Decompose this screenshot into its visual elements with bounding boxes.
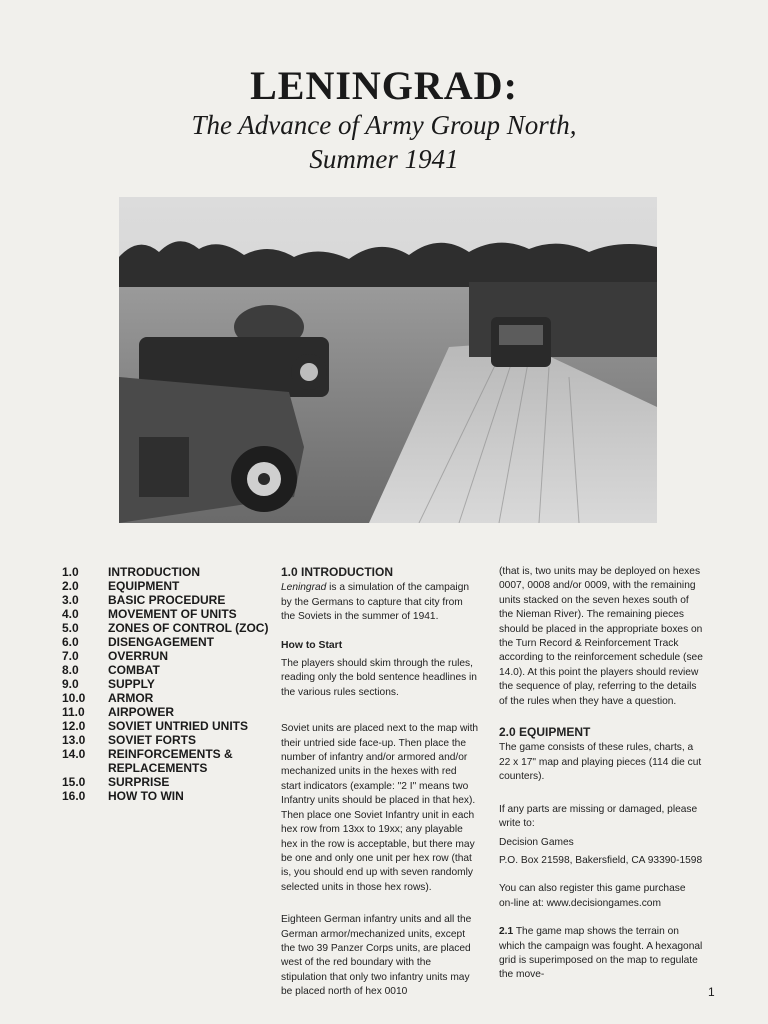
toc-item bbox=[62, 565, 272, 579]
toc-item bbox=[62, 663, 272, 677]
toc-item bbox=[62, 649, 272, 663]
toc-number: 13.0 bbox=[62, 733, 86, 747]
toc-number: 5.0 bbox=[62, 621, 79, 635]
toc-item bbox=[62, 775, 272, 789]
toc-number: 16.0 bbox=[62, 789, 86, 803]
toc-item bbox=[62, 635, 272, 649]
subtitle-line-1: The Advance of Army Group North, bbox=[191, 110, 577, 140]
toc-item bbox=[62, 621, 272, 635]
toc-title: SOVIET FORTS bbox=[108, 733, 197, 747]
toc-number: 9.0 bbox=[62, 677, 79, 691]
intro-text: is a simulation of the campaign by the Germans to capture that city from the Soviets in the summer of 1941. bbox=[281, 582, 470, 623]
toc-item bbox=[62, 691, 272, 705]
toc-title: OVERRUN bbox=[108, 649, 169, 663]
toc-title: SOVIET UNTRIED UNITS bbox=[108, 719, 249, 733]
section-heading: 1.0 INTRODUCTION bbox=[281, 565, 394, 579]
paragraph: The players should skim through the rules, reading only the bold sentence headlines in the various rules sections. bbox=[281, 658, 477, 698]
toc-title: SURPRISE bbox=[108, 775, 170, 789]
subtitle-line-2: Summer 1941 bbox=[309, 144, 459, 174]
toc-item bbox=[62, 677, 272, 691]
section-heading: 2.0 EQUIPMENT bbox=[499, 725, 591, 740]
toc-number: 1.0 bbox=[62, 565, 79, 579]
toc-number: 7.0 bbox=[62, 649, 79, 663]
toc-title: COMBAT bbox=[108, 663, 160, 677]
toc-item bbox=[62, 705, 272, 719]
toc-item bbox=[62, 593, 272, 607]
rules-column-3 bbox=[499, 565, 703, 993]
paragraph: The game consists of these rules, charts, a 22 x 17" map and playing pieces (114 die cut counters). bbox=[499, 742, 702, 783]
toc-number: 2.0 bbox=[62, 579, 79, 593]
toc-title: MOVEMENT OF UNITS bbox=[108, 607, 237, 621]
toc-number: 6.0 bbox=[62, 635, 79, 649]
toc-title: DISENGAGEMENT bbox=[108, 635, 215, 649]
paragraph: Soviet units are placed next to the map with their untried side face-up. Then place the number of infantry and/or armored and/or mechanized units in the hexes with red start indicators (example: "2 I" means two Infantry units should be placed in that hex). Then place one Soviet Infantry unit in each hex row from 13xx to 19xx; any playable hex in the row is acceptable, but there may be one and only one unit per hex row (that is, you should end up with seven randomly selected units in those hex rows). bbox=[281, 723, 479, 893]
toc-number: 15.0 bbox=[62, 775, 86, 789]
toc-number: 8.0 bbox=[62, 663, 79, 677]
rule-text: The game map shows the terrain on which the campaign was fought. A hexagonal grid is superimposed on the map to regulate the move- bbox=[499, 926, 703, 981]
address-line: P.O. Box 21598, Bakersfield, CA 93390-1598 bbox=[499, 854, 703, 866]
toc-number: 14.0 bbox=[62, 747, 86, 761]
toc-title: HOW TO WIN bbox=[108, 789, 184, 803]
page-number: 1 bbox=[708, 985, 715, 999]
rule-number: 2.1 bbox=[499, 926, 514, 938]
toc-item bbox=[62, 579, 272, 593]
page-subtitle bbox=[0, 108, 768, 176]
toc-number: 11.0 bbox=[62, 705, 85, 719]
toc-title: BASIC PROCEDURE bbox=[108, 593, 226, 607]
rules-column-2 bbox=[281, 565, 479, 1010]
toc-title: INTRODUCTION bbox=[108, 565, 200, 579]
toc-item bbox=[62, 747, 272, 775]
paragraph: You can also register this game purchase on-line at: www.decisiongames.com bbox=[499, 883, 686, 909]
toc-number: 4.0 bbox=[62, 607, 79, 621]
toc-item bbox=[62, 733, 272, 747]
subsection-heading: How to Start bbox=[281, 639, 343, 651]
paragraph bbox=[499, 925, 703, 983]
toc-title: ARMOR bbox=[108, 691, 154, 705]
toc-title: EQUIPMENT bbox=[108, 579, 180, 593]
toc-number: 12.0 bbox=[62, 719, 86, 733]
page-title: LENINGRAD: bbox=[250, 63, 518, 108]
paragraph: (that is, two units may be deployed on hexes 0007, 0008 and/or 0009, with the remaining units stacked on the seven hexes south of the Nieman River). The remaining pieces should be placed in the appropriate boxes on the Turn Record & Reinforcement Track according to the reinforcement schedule (see 14.0). At this point the players should review the sequence of play, referring to the details of the rules when they have a question. bbox=[499, 566, 703, 707]
toc-item bbox=[62, 719, 272, 733]
paragraph: If any parts are missing or damaged, please write to: bbox=[499, 803, 698, 830]
paragraph: Eighteen German infantry units and all the German armor/mechanized units, except the two 39 Panzer Corps units, are placed west of the red boundary with the stipulation that only two infantry units may be placed north of hex 0010 bbox=[281, 914, 472, 998]
table-of-contents bbox=[62, 565, 272, 803]
address-line: Decision Games bbox=[499, 836, 574, 848]
toc-number: 3.0 bbox=[62, 593, 79, 607]
toc-title: ZONES OF CONTROL (ZOC) bbox=[108, 621, 269, 635]
toc-title: REINFORCEMENTS & REPLACEMENTS bbox=[108, 747, 233, 775]
toc-title: AIRPOWER bbox=[108, 705, 174, 719]
historical-photo bbox=[119, 197, 657, 523]
toc-number: 10.0 bbox=[62, 691, 86, 705]
toc-item bbox=[62, 607, 272, 621]
toc-title: SUPPLY bbox=[108, 677, 155, 691]
game-title-italic: Leningrad bbox=[281, 582, 327, 594]
intro-paragraph bbox=[281, 581, 479, 624]
toc-item bbox=[62, 789, 272, 803]
